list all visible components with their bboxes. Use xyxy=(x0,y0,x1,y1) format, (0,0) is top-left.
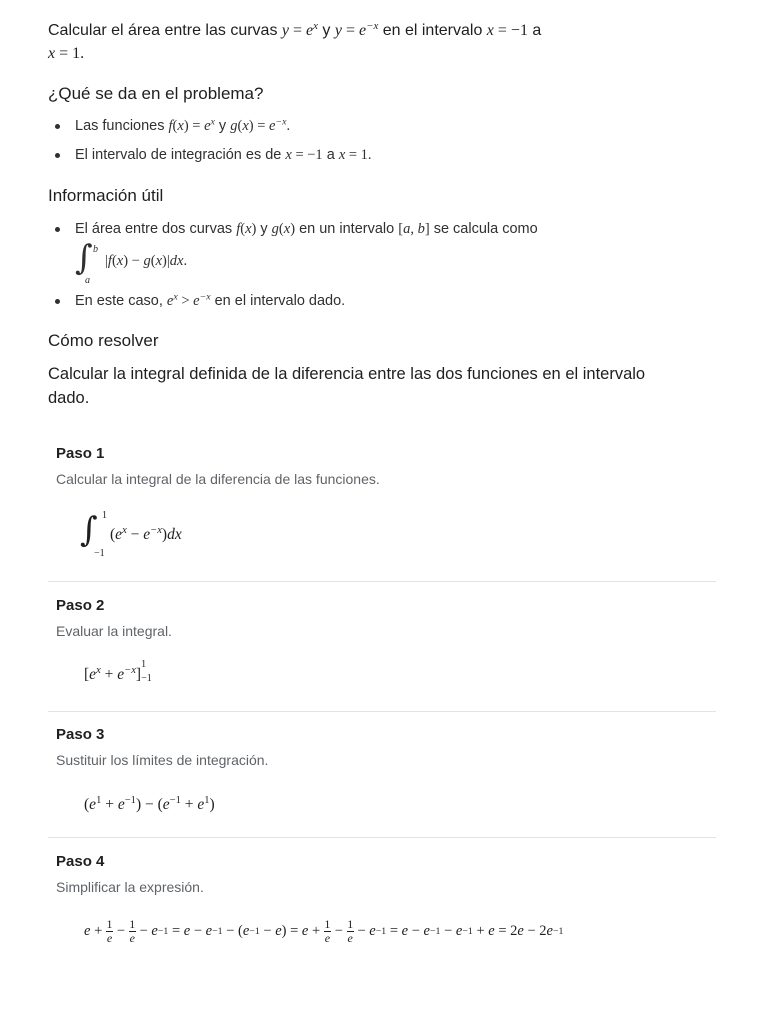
step-2-equation: $[e^x + e^{-x}]$ 1 −1 xyxy=(84,659,152,684)
step-3-title: Paso 3 xyxy=(56,726,105,743)
given-list xyxy=(48,115,728,166)
step-2-title: Paso 2 xyxy=(56,597,105,614)
problem-text-and: y xyxy=(317,22,335,39)
step-1-desc: Calcular la integral de la diferencia de las funciones. xyxy=(56,471,380,487)
area-integral-formula: ∫ b a |f(x) − g(x)|dx. xyxy=(75,238,188,286)
step-4-desc: Simplificar la expresión. xyxy=(56,879,204,895)
problem-curve-1: y xyxy=(281,22,289,39)
useful-heading: Información útil xyxy=(48,186,164,205)
step-3-equation: $(e^1 + e^{-1}) - (e^{-1} + e^1)$ xyxy=(84,795,215,813)
howto-text: Calcular la integral definida de la diferencia entre las dos funciones en el intervalo dado. xyxy=(48,365,646,407)
step-2-desc: Evaluar la integral. xyxy=(56,623,172,639)
problem-statement: Calcular el área entre las curvas $y = e^x$ y $y = e^{-x}$ en el intervalo x = −1 a x = 1. xyxy=(48,20,542,62)
step-1-title: Paso 1 xyxy=(56,445,105,462)
useful-list xyxy=(48,218,728,312)
step-4-title: Paso 4 xyxy=(56,853,105,870)
integral-sign: ∫ xyxy=(75,238,93,278)
step-2 xyxy=(56,597,716,639)
step-divider-1 xyxy=(48,581,716,582)
step-1-equation: ∫ 1 −1 $(e^x - e^{-x})dx$ xyxy=(80,510,182,559)
useful-item-area-formula: El área entre dos curvas f(x) y g(x) en un intervalo [a, b] se calcula como ∫ b a |f(x) − g(x)|dx. xyxy=(48,218,728,284)
step-divider-2 xyxy=(48,711,716,712)
step-3 xyxy=(56,726,716,768)
howto-heading: Cómo resolver xyxy=(48,331,159,350)
step-4 xyxy=(56,853,716,895)
given-item-interval: El intervalo de integración es de x = −1 a x = 1. xyxy=(48,144,728,166)
problem-upper-limit: x xyxy=(48,45,56,62)
problem-text-a: a xyxy=(527,22,542,39)
problem-curve-2: y xyxy=(334,22,342,39)
step-1 xyxy=(56,445,716,487)
problem-text-interval: en el intervalo xyxy=(378,22,487,39)
given-heading: ¿Qué se da en el problema? xyxy=(48,84,264,103)
useful-item-comparison: En este caso, $e^x > e^{-x}$ en el intervalo dado. xyxy=(48,290,728,312)
step-divider-3 xyxy=(48,837,716,838)
step-3-desc: Sustituir los límites de integración. xyxy=(56,752,269,768)
given-item-functions: Las funciones $f(x) = e^x$ y $g(x) = e^{-x}$. xyxy=(48,115,728,137)
problem-text-before: Calcular el área entre las curvas xyxy=(48,22,282,39)
step-4-equation: e + 1 e − 1 e − e −1 = e − e −1 − ( e −1 − e ) = e + 1 e − 1 e − e −1 = e − e −1 − e −1 + e = 2 e − 2 e −1 xyxy=(84,917,564,945)
